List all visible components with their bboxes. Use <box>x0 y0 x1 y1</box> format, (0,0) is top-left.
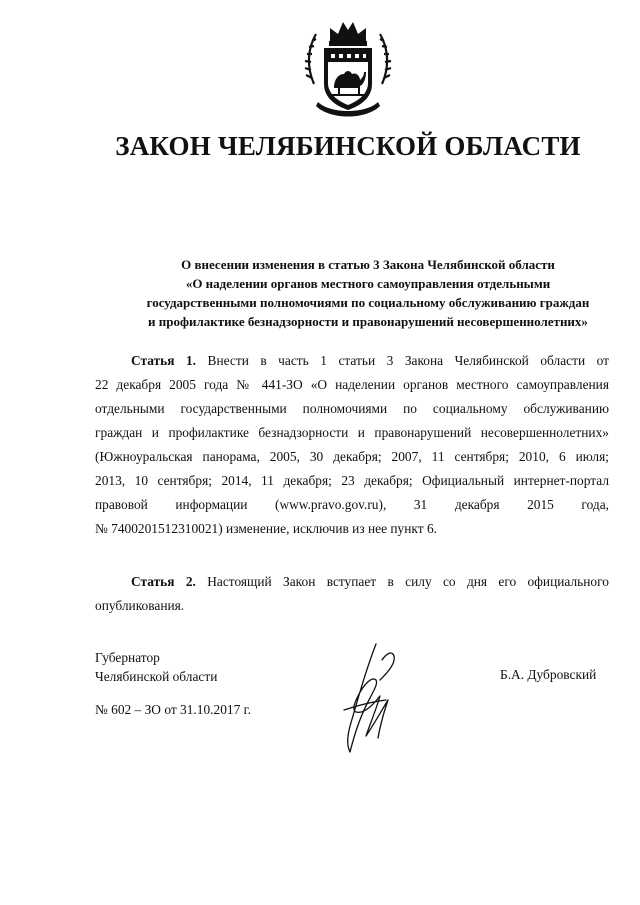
subtitle-line: государственными полномочиями по социальному обслуживанию граждан <box>146 295 590 310</box>
article-2 <box>95 570 609 618</box>
article-2-text: Настоящий Закон вступает в силу со дня его официального <box>207 574 609 589</box>
scan-artifact <box>560 898 630 904</box>
handwritten-signature <box>336 640 402 760</box>
article-1-line: граждан и профилактике безнадзорности и правонарушений несовершеннолетних» <box>95 425 609 440</box>
subtitle-line: и профилактике безнадзорности и правонарушений несовершеннолетних» <box>148 314 588 329</box>
article-1-line: 22 декабря 2005 года № 441-ЗО «О наделении органов местного самоуправления <box>95 377 609 392</box>
law-number: № 602 – ЗО от 31.10.2017 г. <box>95 702 251 717</box>
law-subtitle <box>0 255 640 331</box>
article-1-text: Внести в часть 1 статьи 3 Закона Челябинской области от <box>207 353 609 368</box>
article-2-first-line <box>95 570 609 594</box>
signatory-position <box>95 648 217 686</box>
article-1-line: правовой информации (www.pravo.gov.ru), 31 декабря 2015 года, <box>95 497 609 512</box>
article-1-first-line <box>95 349 609 373</box>
coat-of-arms-icon <box>300 14 396 124</box>
page-title: ЗАКОН ЧЕЛЯБИНСКОЙ ОБЛАСТИ <box>115 131 581 161</box>
signatory-position-line: Губернатор <box>95 650 160 665</box>
article-1-label: Статья 1. <box>131 353 197 368</box>
article-1-line: (Южноуральская панорама, 2005, 30 декабря; 2007, 11 сентября; 2010, 6 июля; <box>95 449 609 464</box>
article-2-line: опубликования. <box>95 598 185 613</box>
article-2-label: Статья 2. <box>131 574 196 589</box>
signatory-name: Б.А. Дубровский <box>500 667 597 682</box>
article-1-line: отдельными государственными полномочиями по социальному обслуживанию <box>95 401 609 416</box>
subtitle-line: «О наделении органов местного самоуправления отдельными <box>185 276 551 291</box>
subtitle-line: О внесении изменения в статью 3 Закона Челябинской области <box>181 257 555 272</box>
article-1 <box>95 349 609 541</box>
article-1-line: 2013, 10 сентября; 2014, 11 декабря; 23 декабря; Официальный интернет-портал <box>95 473 609 488</box>
article-1-line: № 7400201512310021) изменение, исключив из нее пункт 6. <box>95 521 437 536</box>
signatory-position-line: Челябинской области <box>95 669 218 684</box>
